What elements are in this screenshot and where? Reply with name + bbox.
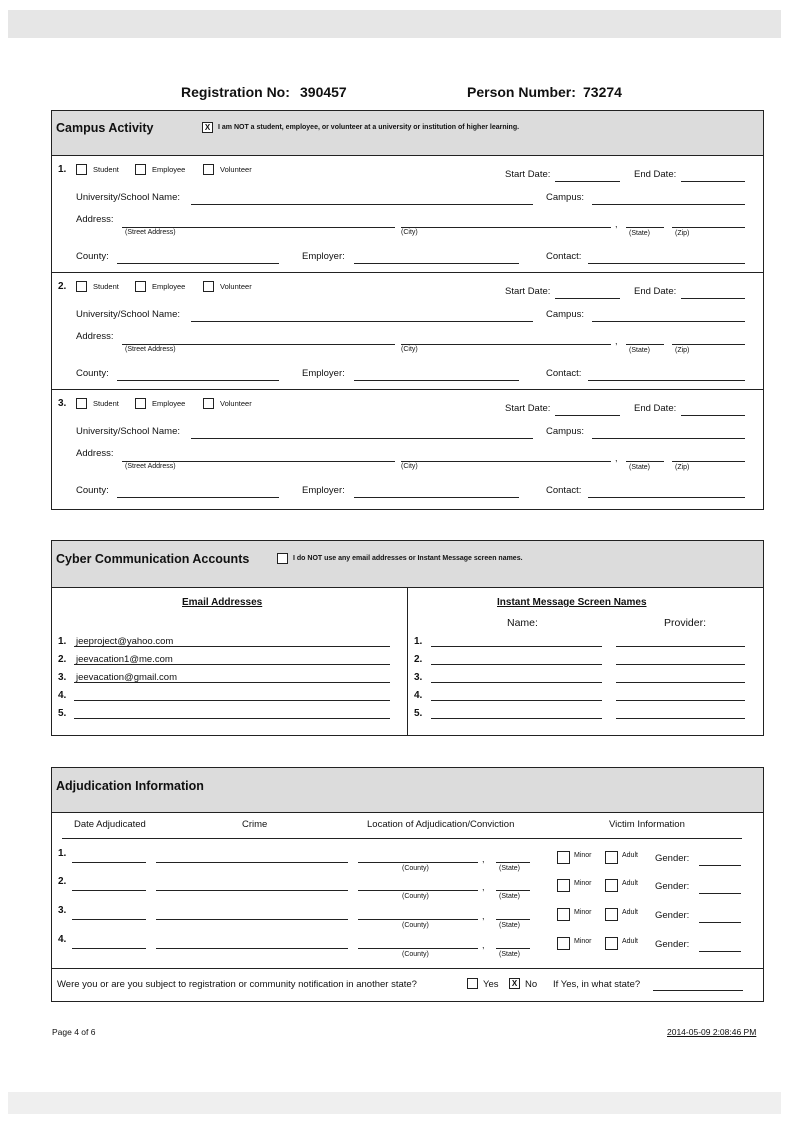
column-divider bbox=[407, 587, 408, 735]
adjudication-row-number: 3. bbox=[58, 905, 67, 916]
street-caption: (Street Address) bbox=[125, 346, 176, 353]
zip-field[interactable] bbox=[672, 227, 745, 228]
school-name-label: University/School Name: bbox=[76, 426, 181, 437]
contact-field[interactable] bbox=[588, 380, 745, 381]
state-field[interactable] bbox=[626, 227, 664, 228]
col-location: Location of Adjudication/Conviction bbox=[367, 819, 515, 830]
state-caption: (State) bbox=[629, 230, 651, 237]
im-screen-names-heading: Instant Message Screen Names bbox=[497, 597, 647, 608]
page-number: Page 4 of 6 bbox=[52, 1027, 96, 1037]
county-label: County: bbox=[76, 485, 109, 496]
entry-number: 2. bbox=[58, 281, 67, 292]
gender-field[interactable] bbox=[699, 922, 741, 923]
gender-label: Gender: bbox=[655, 881, 690, 892]
no-checkbox[interactable]: X bbox=[509, 978, 520, 989]
start-date-label: Start Date: bbox=[505, 403, 551, 414]
street-caption: (Street Address) bbox=[125, 229, 176, 236]
gender-field[interactable] bbox=[699, 893, 741, 894]
student-label: Student bbox=[93, 399, 119, 408]
question-separator bbox=[52, 968, 763, 969]
column-header-rule bbox=[62, 838, 742, 839]
minor-label: Minor bbox=[574, 938, 592, 945]
col-victim-info: Victim Information bbox=[609, 819, 685, 830]
adult-checkbox[interactable] bbox=[605, 851, 618, 864]
county-field[interactable] bbox=[117, 380, 279, 381]
bottom-scan-bar bbox=[8, 1092, 781, 1114]
state-caption: (State) bbox=[499, 951, 521, 958]
im-name-field[interactable] bbox=[431, 718, 602, 719]
entry-number: 1. bbox=[58, 164, 67, 175]
state-field[interactable] bbox=[496, 919, 530, 920]
adult-label: Adult bbox=[622, 938, 638, 945]
adjudication-header bbox=[52, 768, 763, 813]
employee-label: Employee bbox=[152, 282, 186, 291]
date-adjudicated-field[interactable] bbox=[72, 862, 146, 863]
county-caption: (County) bbox=[402, 951, 429, 958]
state-caption: (State) bbox=[629, 347, 651, 354]
county-caption: (County) bbox=[402, 893, 429, 900]
gender-label: Gender: bbox=[655, 853, 690, 864]
county-caption: (County) bbox=[402, 865, 429, 872]
adjudication-row-number: 2. bbox=[58, 876, 67, 887]
zip-field[interactable] bbox=[672, 344, 745, 345]
adjudication-row-number: 4. bbox=[58, 934, 67, 945]
employee-checkbox[interactable] bbox=[135, 164, 146, 175]
im-name-field[interactable] bbox=[431, 682, 602, 683]
campus-activity-title: Campus Activity bbox=[56, 121, 154, 135]
contact-label: Contact: bbox=[546, 485, 582, 496]
state-field[interactable] bbox=[626, 461, 664, 462]
minor-checkbox[interactable] bbox=[557, 851, 570, 864]
if-yes-label: If Yes, in what state? bbox=[553, 979, 641, 990]
employee-label: Employee bbox=[152, 399, 186, 408]
comma: , bbox=[615, 219, 618, 229]
adjudication-row-number: 1. bbox=[58, 848, 67, 859]
email-row-number: 3. bbox=[58, 672, 67, 683]
im-name-field[interactable] bbox=[431, 664, 602, 665]
end-date-label: End Date: bbox=[634, 403, 677, 414]
person-number-label: Person Number: bbox=[467, 84, 576, 100]
state-field[interactable] bbox=[496, 890, 530, 891]
school-name-label: University/School Name: bbox=[76, 192, 181, 203]
state-caption: (State) bbox=[499, 922, 521, 929]
adult-checkbox[interactable] bbox=[605, 937, 618, 950]
email-address-field[interactable] bbox=[74, 664, 390, 665]
city-caption: (City) bbox=[401, 463, 418, 470]
contact-field[interactable] bbox=[588, 263, 745, 264]
state-field[interactable] bbox=[626, 344, 664, 345]
im-provider-field[interactable] bbox=[616, 700, 745, 701]
student-label: Student bbox=[93, 165, 119, 174]
address-label: Address: bbox=[76, 331, 114, 342]
student-checkbox[interactable] bbox=[76, 281, 87, 292]
campus-label: Campus: bbox=[546, 309, 585, 320]
state-field[interactable] bbox=[496, 948, 530, 949]
state-field[interactable] bbox=[496, 862, 530, 863]
im-row-number: 3. bbox=[414, 672, 423, 683]
email-row-number: 1. bbox=[58, 636, 67, 647]
campus-field[interactable] bbox=[592, 321, 745, 322]
school-name-field[interactable] bbox=[191, 438, 533, 439]
campus-field[interactable] bbox=[592, 438, 745, 439]
city-caption: (City) bbox=[401, 229, 418, 236]
employee-checkbox[interactable] bbox=[135, 281, 146, 292]
email-row-number: 4. bbox=[58, 690, 67, 701]
print-timestamp: 2014-05-09 2:08:46 PM bbox=[667, 1027, 757, 1037]
contact-label: Contact: bbox=[546, 251, 582, 262]
employer-field[interactable] bbox=[354, 497, 519, 498]
zip-caption: (Zip) bbox=[675, 230, 690, 237]
adult-checkbox[interactable] bbox=[605, 908, 618, 921]
student-checkbox[interactable] bbox=[76, 164, 87, 175]
gender-label: Gender: bbox=[655, 910, 690, 921]
city-field[interactable] bbox=[401, 461, 611, 462]
date-adjudicated-field[interactable] bbox=[72, 890, 146, 891]
state-caption: (State) bbox=[499, 865, 521, 872]
school-name-field[interactable] bbox=[191, 321, 533, 322]
county-field[interactable] bbox=[358, 948, 478, 949]
im-provider-field[interactable] bbox=[616, 682, 745, 683]
top-scan-bar bbox=[8, 10, 781, 38]
email-addresses-heading: Email Addresses bbox=[182, 597, 263, 608]
start-date-field[interactable] bbox=[555, 298, 620, 299]
gender-field[interactable] bbox=[699, 951, 741, 952]
registration-question: Were you or are you subject to registration or community notification in another state? bbox=[57, 979, 417, 990]
volunteer-label: Volunteer bbox=[220, 165, 252, 174]
student-label: Student bbox=[93, 282, 119, 291]
street-caption: (Street Address) bbox=[125, 463, 176, 470]
end-date-label: End Date: bbox=[634, 286, 677, 297]
campus-label: Campus: bbox=[546, 192, 585, 203]
im-provider-field[interactable] bbox=[616, 646, 745, 647]
school-name-label: University/School Name: bbox=[76, 309, 181, 320]
registration-label: Registration No: bbox=[181, 84, 290, 100]
volunteer-checkbox[interactable] bbox=[203, 164, 214, 175]
volunteer-checkbox[interactable] bbox=[203, 281, 214, 292]
campus-activity-header bbox=[52, 111, 763, 156]
campus-activity-section bbox=[51, 110, 764, 510]
crime-field[interactable] bbox=[156, 862, 348, 863]
end-date-label: End Date: bbox=[634, 169, 677, 180]
minor-checkbox[interactable] bbox=[557, 908, 570, 921]
email-address-field[interactable] bbox=[74, 682, 390, 683]
end-date-field[interactable] bbox=[681, 298, 745, 299]
campus-label: Campus: bbox=[546, 426, 585, 437]
email-address-value[interactable]: jeevacation@gmail.com bbox=[76, 672, 177, 683]
county-label: County: bbox=[76, 368, 109, 379]
zip-caption: (Zip) bbox=[675, 464, 690, 471]
employer-field[interactable] bbox=[354, 263, 519, 264]
date-adjudicated-field[interactable] bbox=[72, 948, 146, 949]
contact-field[interactable] bbox=[588, 497, 745, 498]
county-field[interactable] bbox=[117, 497, 279, 498]
employer-field[interactable] bbox=[354, 380, 519, 381]
im-row-number: 1. bbox=[414, 636, 423, 647]
employer-label: Employer: bbox=[302, 368, 345, 379]
adjudication-section bbox=[51, 767, 764, 1002]
adult-label: Adult bbox=[622, 909, 638, 916]
entry-separator bbox=[52, 272, 763, 273]
student-checkbox[interactable] bbox=[76, 398, 87, 409]
comma: , bbox=[615, 336, 618, 346]
volunteer-label: Volunteer bbox=[220, 399, 252, 408]
im-row-number: 5. bbox=[414, 708, 423, 719]
col-crime: Crime bbox=[242, 819, 268, 830]
zip-field[interactable] bbox=[672, 461, 745, 462]
county-field[interactable] bbox=[358, 862, 478, 863]
no-accounts-checkbox[interactable] bbox=[277, 553, 288, 564]
not-student-checkbox[interactable]: X bbox=[202, 122, 213, 133]
email-address-field[interactable] bbox=[74, 646, 390, 647]
crime-field[interactable] bbox=[156, 919, 348, 920]
start-date-field[interactable] bbox=[555, 415, 620, 416]
start-date-label: Start Date: bbox=[505, 169, 551, 180]
registration-number: 390457 bbox=[300, 84, 347, 100]
email-address-field[interactable] bbox=[74, 718, 390, 719]
comma: , bbox=[482, 882, 485, 892]
address-label: Address: bbox=[76, 448, 114, 459]
email-row-number: 2. bbox=[58, 654, 67, 665]
school-name-field[interactable] bbox=[191, 204, 533, 205]
col-date-adjudicated: Date Adjudicated bbox=[74, 819, 146, 830]
employee-checkbox[interactable] bbox=[135, 398, 146, 409]
county-caption: (County) bbox=[402, 922, 429, 929]
zip-caption: (Zip) bbox=[675, 347, 690, 354]
volunteer-label: Volunteer bbox=[220, 282, 252, 291]
volunteer-checkbox[interactable] bbox=[203, 398, 214, 409]
employer-label: Employer: bbox=[302, 485, 345, 496]
adult-checkbox[interactable] bbox=[605, 879, 618, 892]
im-provider-field[interactable] bbox=[616, 718, 745, 719]
im-row-number: 4. bbox=[414, 690, 423, 701]
email-address-value[interactable]: jeeproject@yahoo.com bbox=[76, 636, 174, 647]
city-caption: (City) bbox=[401, 346, 418, 353]
city-field[interactable] bbox=[401, 344, 611, 345]
comma: , bbox=[482, 940, 485, 950]
employee-label: Employee bbox=[152, 165, 186, 174]
contact-label: Contact: bbox=[546, 368, 582, 379]
address-label: Address: bbox=[76, 214, 114, 225]
email-address-value[interactable]: jeevacation1@me.com bbox=[76, 654, 173, 665]
cyber-accounts-title: Cyber Communication Accounts bbox=[56, 552, 250, 566]
comma: , bbox=[482, 854, 485, 864]
yes-checkbox[interactable] bbox=[467, 978, 478, 989]
email-row-number: 5. bbox=[58, 708, 67, 719]
street-field[interactable] bbox=[122, 344, 395, 345]
end-date-field[interactable] bbox=[681, 415, 745, 416]
no-accounts-text: I do NOT use any email addresses or Instant Message screen names. bbox=[293, 555, 523, 562]
county-label: County: bbox=[76, 251, 109, 262]
end-date-field[interactable] bbox=[681, 181, 745, 182]
start-date-field[interactable] bbox=[555, 181, 620, 182]
cyber-accounts-header bbox=[52, 541, 763, 588]
crime-field[interactable] bbox=[156, 948, 348, 949]
adult-label: Adult bbox=[622, 852, 638, 859]
person-number: 73274 bbox=[583, 84, 622, 100]
other-state-field[interactable] bbox=[653, 990, 743, 991]
county-field[interactable] bbox=[358, 919, 478, 920]
comma: , bbox=[482, 911, 485, 921]
not-student-text: I am NOT a student, employee, or volunteer at a university or institution of higher learning. bbox=[218, 124, 520, 131]
gender-label: Gender: bbox=[655, 939, 690, 950]
im-provider-field[interactable] bbox=[616, 664, 745, 665]
adjudication-title: Adjudication Information bbox=[56, 779, 204, 793]
adult-label: Adult bbox=[622, 880, 638, 887]
gender-field[interactable] bbox=[699, 865, 741, 866]
comma: , bbox=[615, 453, 618, 463]
campus-field[interactable] bbox=[592, 204, 745, 205]
im-name-field[interactable] bbox=[431, 700, 602, 701]
yes-label: Yes bbox=[483, 979, 499, 990]
state-caption: (State) bbox=[499, 893, 521, 900]
street-field[interactable] bbox=[122, 227, 395, 228]
start-date-label: Start Date: bbox=[505, 286, 551, 297]
minor-checkbox[interactable] bbox=[557, 879, 570, 892]
employer-label: Employer: bbox=[302, 251, 345, 262]
crime-field[interactable] bbox=[156, 890, 348, 891]
city-field[interactable] bbox=[401, 227, 611, 228]
im-provider-label: Provider: bbox=[664, 617, 707, 629]
county-field[interactable] bbox=[358, 890, 478, 891]
entry-number: 3. bbox=[58, 398, 67, 409]
minor-label: Minor bbox=[574, 852, 592, 859]
minor-label: Minor bbox=[574, 909, 592, 916]
email-address-field[interactable] bbox=[74, 700, 390, 701]
im-row-number: 2. bbox=[414, 654, 423, 665]
no-label: No bbox=[525, 979, 538, 990]
date-adjudicated-field[interactable] bbox=[72, 919, 146, 920]
im-name-field[interactable] bbox=[431, 646, 602, 647]
street-field[interactable] bbox=[122, 461, 395, 462]
entry-separator bbox=[52, 389, 763, 390]
im-name-label: Name: bbox=[507, 617, 538, 629]
county-field[interactable] bbox=[117, 263, 279, 264]
cyber-accounts-section bbox=[51, 540, 764, 736]
state-caption: (State) bbox=[629, 464, 651, 471]
minor-checkbox[interactable] bbox=[557, 937, 570, 950]
minor-label: Minor bbox=[574, 880, 592, 887]
